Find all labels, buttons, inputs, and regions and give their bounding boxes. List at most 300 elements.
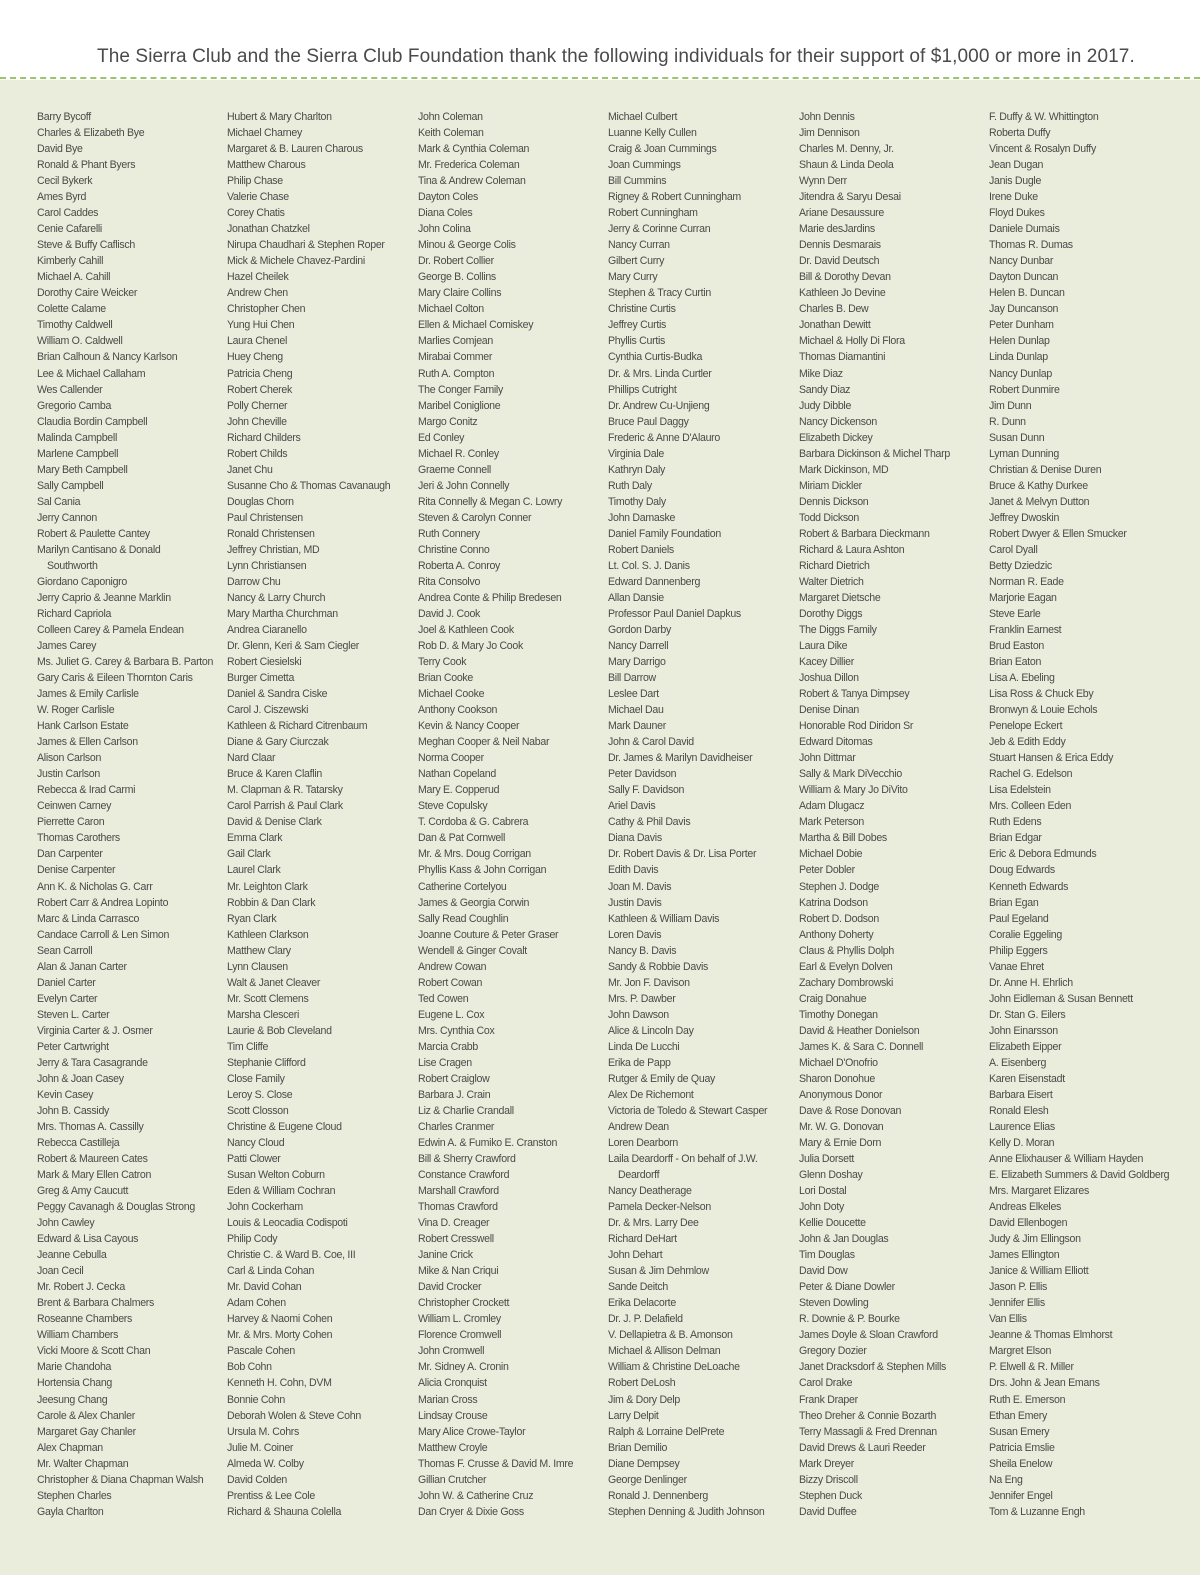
donor-name: Malinda Campbell [37, 431, 117, 444]
donor-name: Marilyn Cantisano & Donald [37, 543, 161, 556]
donor-name: Dr. David Deutsch [799, 255, 880, 268]
donor-name: Margaret Gay Chanler [37, 1425, 136, 1438]
donor-name: David Colden [227, 1473, 287, 1486]
donor-name: Sandy Diaz [799, 383, 851, 396]
donor-name: Alex Chapman [37, 1441, 103, 1454]
donor-name: Marlene Campbell [37, 447, 119, 460]
donor-name: P. Elwell & R. Miller [989, 1361, 1074, 1374]
donor-name: Brian Edgar [989, 832, 1042, 845]
donor-name: Timothy Caldwell [37, 319, 113, 332]
donor-name: Dayton Coles [418, 191, 478, 204]
donor-name: David Ellenbogen [989, 1217, 1068, 1230]
donor-name: Steve Copulsky [418, 800, 488, 813]
donor-name: Tim Douglas [799, 1249, 855, 1262]
donor-name: Norma Cooper [418, 752, 484, 765]
donor-name: Thomas Crawford [418, 1201, 498, 1214]
donor-name: Stephen Denning & Judith Johnson [608, 1505, 765, 1518]
donor-name: Norman R. Eade [989, 575, 1064, 588]
donor-name: David Bye [37, 143, 83, 156]
donor-name: Mick & Michele Chavez-Pardini [227, 255, 365, 268]
donor-name: Colette Calame [37, 303, 106, 316]
donor-name: Jeesung Chang [37, 1393, 108, 1406]
donor-name: Rachel G. Edelson [989, 768, 1073, 781]
donor-name: David Duffee [799, 1505, 857, 1518]
donor-name: Ruth Daly [608, 479, 652, 492]
donor-name: Patricia Emslie [989, 1441, 1055, 1454]
donor-name: Mrs. Colleen Eden [989, 800, 1072, 813]
donor-name: Steve Earle [989, 607, 1041, 620]
donor-name: Terry Cook [418, 656, 467, 669]
donor-column-6 [989, 109, 1175, 1520]
donor-name: Dennis Dickson [799, 495, 869, 508]
donor-name: Matthew Clary [227, 944, 291, 957]
donor-name: Phyllis Kass & John Corrigan [418, 864, 547, 877]
donor-name: Peter & Diane Dowler [799, 1281, 895, 1294]
donor-name: Andrew Dean [608, 1120, 669, 1133]
donor-name: Michael D'Onofrio [799, 1056, 878, 1069]
donor-name: Kenneth H. Cohn, DVM [227, 1377, 332, 1390]
donor-name: Kacey Dillier [799, 656, 854, 669]
donor-name: Kathleen Jo Devine [799, 287, 886, 300]
donor-name: Edward Dannenberg [608, 575, 701, 588]
donor-name: Ursula M. Cohrs [227, 1425, 300, 1438]
donor-name: Ruth Edens [989, 816, 1042, 829]
donor-name: Eden & William Cochran [227, 1185, 336, 1198]
donor-name: Floyd Dukes [989, 207, 1045, 220]
donor-name: Kathleen Clarkson [227, 928, 309, 941]
donor-name: T. Cordoba & G. Cabrera [418, 816, 529, 829]
donor-name: Jeanne Cebulla [37, 1249, 107, 1262]
donor-name: Deardorff [618, 1169, 660, 1182]
donor-name: Lynn Clausen [227, 960, 288, 973]
donor-name: Kevin & Nancy Cooper [418, 720, 520, 733]
donor-name: Mr. Robert J. Cecka [37, 1281, 125, 1294]
donor-name: Andrea Conte & Philip Bredesen [418, 591, 562, 604]
donor-name: Hazel Cheilek [227, 271, 289, 284]
donor-name: Dorothy Caire Weicker [37, 287, 138, 300]
donor-name: Frederic & Anne D'Alauro [608, 431, 721, 444]
donor-name: Louis & Leocadia Codispoti [227, 1217, 348, 1230]
donor-name: Mrs. P. Dawber [608, 992, 676, 1005]
donor-name: Nancy Curran [608, 239, 670, 252]
donor-name: Robert & Maureen Cates [37, 1153, 148, 1166]
donor-name: Michael & Allison Delman [608, 1345, 721, 1358]
donor-name: John Dittmar [799, 752, 856, 765]
donor-name: Linda De Lucchi [608, 1040, 680, 1053]
donor-name: Matthew Charous [227, 159, 306, 172]
donor-name: Ceinwen Carney [37, 800, 112, 813]
donor-name: Robert Cresswell [418, 1233, 494, 1246]
donor-name: Mark & Cynthia Coleman [418, 143, 530, 156]
donor-name: Anthony Doherty [799, 928, 874, 941]
donor-name: Mary Curry [608, 271, 658, 284]
donor-name: Richard & Laura Ashton [799, 543, 905, 556]
donor-name: Dennis Desmarais [799, 239, 881, 252]
donor-name: Daniele Dumais [989, 223, 1060, 236]
donor-name: Mark Dreyer [799, 1457, 854, 1470]
donor-name: Diane & Gary Ciurczak [227, 736, 329, 749]
donor-name: Roberta A. Conroy [418, 559, 501, 572]
donor-name: Michael Dau [608, 704, 664, 717]
donor-name: Todd Dickson [799, 511, 859, 524]
donor-name: John Damaske [608, 511, 676, 524]
donor-name: Laurel Clark [227, 864, 281, 877]
donor-name: Ames Byrd [37, 191, 87, 204]
donor-name: Mr. Jon F. Davison [608, 976, 690, 989]
donor-name: Leroy S. Close [227, 1088, 293, 1101]
donor-name: Ronald Christensen [227, 527, 315, 540]
donor-name: Mr. Walter Chapman [37, 1457, 129, 1470]
donor-name: Patricia Cheng [227, 367, 293, 380]
donor-name: Carol Dyall [989, 543, 1038, 556]
donor-name: Christian & Denise Duren [989, 463, 1102, 476]
donor-name: James & Emily Carlisle [37, 688, 139, 701]
donor-name: Keith Coleman [418, 127, 484, 140]
donor-name: Sheila Enelow [989, 1457, 1053, 1470]
donor-name: Bruce & Karen Claflin [227, 768, 322, 781]
donor-name: James K. & Sara C. Donnell [799, 1040, 924, 1053]
donor-name: Susan Emery [989, 1425, 1050, 1438]
donor-name: Maribel Coniglione [418, 399, 501, 412]
donor-name: Steve & Buffy Caflisch [37, 239, 136, 252]
donor-name: Drs. John & Jean Emans [989, 1377, 1100, 1390]
donor-name: Liz & Charlie Crandall [418, 1104, 514, 1117]
donor-name: Darrow Chu [227, 575, 281, 588]
donor-name: Stuart Hansen & Erica Eddy [989, 752, 1114, 765]
donor-name: Anonymous Donor [799, 1088, 883, 1101]
donor-name: Nancy Cloud [227, 1137, 285, 1149]
donor-name: Mark Dauner [608, 720, 666, 733]
donor-name: Craig Donahue [799, 992, 867, 1005]
donor-name: Daniel & Sandra Ciske [227, 688, 328, 701]
donor-name: William & Christine DeLoache [608, 1361, 740, 1374]
donor-name: Vina D. Creager [418, 1217, 490, 1230]
donor-name: Rita Connelly & Megan C. Lowry [418, 495, 563, 508]
donor-name: Erika de Papp [608, 1056, 671, 1069]
donor-name: Wendell & Ginger Covalt [418, 944, 527, 957]
donor-name: William & Mary Jo DiVito [799, 784, 908, 797]
donor-name: Michael R. Conley [418, 447, 499, 460]
donor-name: James Carey [37, 640, 97, 653]
donor-name: Jonathan Chatzkel [227, 223, 310, 236]
donor-name: Kellie Doucette [799, 1217, 866, 1230]
donor-name: Alex De Richemont [608, 1088, 694, 1101]
donor-name: Barbara Dickinson & Michel Tharp [799, 447, 950, 460]
donor-name: Sharon Donohue [799, 1072, 875, 1085]
donor-name: Judy & Jim Ellingson [989, 1233, 1081, 1246]
donor-name: Jim & Dory Delp [608, 1393, 681, 1406]
donor-name: Ruth Connery [418, 527, 480, 540]
donor-name: John & Jan Douglas [799, 1233, 889, 1246]
donor-name: Mirabai Commer [418, 351, 493, 364]
donor-name: Gregory Dozier [799, 1345, 867, 1358]
donor-name: Robert Daniels [608, 543, 674, 556]
donor-name: Matthew Croyle [418, 1441, 488, 1454]
donor-name: Dr. & Mrs. Linda Curtler [608, 367, 712, 380]
donor-name: Ruth E. Emerson [989, 1393, 1066, 1406]
donor-name: Alan & Janan Carter [37, 960, 127, 973]
donor-name: Mrs. Cynthia Cox [418, 1024, 495, 1037]
donor-name: Thomas Diamantini [799, 351, 886, 364]
donor-name: Luanne Kelly Cullen [608, 127, 697, 140]
donor-name: The Conger Family [418, 383, 503, 396]
donor-name: Robert Carr & Andrea Lopinto [37, 896, 169, 909]
donor-name: Rebecca & Irad Carmi [37, 784, 136, 797]
donor-name: Christine Curtis [608, 303, 676, 316]
donor-name: Nancy Dunlap [989, 367, 1052, 380]
donor-column-3 [418, 109, 604, 1520]
donor-name: Robert Childs [227, 447, 288, 460]
donor-name: Bill & Dorothy Devan [799, 271, 891, 284]
donor-name: Thomas R. Dumas [989, 239, 1073, 252]
donor-name: Denise Carpenter [37, 864, 116, 877]
donor-name: Burger Cimetta [227, 672, 295, 685]
donor-name: Mr. David Cohan [227, 1281, 302, 1294]
donor-name: Richard Childers [227, 431, 301, 444]
donor-name: Patti Clower [227, 1153, 281, 1166]
donor-name: Earl & Evelyn Dolven [799, 960, 893, 973]
donor-name: Larry Delpit [608, 1409, 659, 1422]
donor-name: Cynthia Curtis-Budka [608, 351, 703, 364]
donor-name: Daniel Carter [37, 976, 96, 989]
donor-name: Eugene L. Cox [418, 1008, 485, 1021]
donor-name: Kelly D. Moran [989, 1137, 1055, 1149]
donor-name: Polly Cherner [227, 399, 288, 412]
donor-name: Charles Cranmer [418, 1120, 495, 1133]
donor-name: Doug Edwards [989, 864, 1055, 877]
donor-name: Candace Carroll & Len Simon [37, 928, 170, 941]
donor-name: Dr. Robert Collier [418, 255, 494, 268]
donor-name: Michael & Holly Di Flora [799, 335, 905, 348]
donor-name: Justin Carlson [37, 768, 100, 781]
donor-name: Anthony Cookson [418, 704, 498, 717]
donor-name: Colleen Carey & Pamela Endean [37, 624, 184, 636]
donor-name: Daniel Family Foundation [608, 527, 721, 540]
donor-name: Philip Cody [227, 1233, 278, 1246]
donor-name: Mr. & Mrs. Morty Cohen [227, 1329, 333, 1342]
donor-name: Hank Carlson Estate [37, 720, 129, 733]
donor-name: Sandy & Robbie Davis [608, 960, 708, 973]
donor-name: Leslee Dart [608, 688, 659, 701]
donor-name: Marie Chandoha [37, 1361, 112, 1374]
donor-name: John W. & Catherine Cruz [418, 1489, 534, 1502]
donor-name: Gail Clark [227, 848, 271, 861]
donor-name: Miriam Dickler [799, 479, 862, 492]
donor-name: Janis Dugle [989, 175, 1042, 188]
donor-name: Loren Davis [608, 928, 662, 941]
donor-name: Robert & Tanya Dimpsey [799, 688, 910, 701]
donor-name: Claudia Bordin Campbell [37, 415, 148, 428]
donor-name: Jeffrey Dwoskin [989, 511, 1060, 524]
donor-name: John Colina [418, 223, 471, 236]
donor-name: Jeanne & Thomas Elmhorst [989, 1329, 1113, 1342]
donor-name: Dr. Andrew Cu-Unjieng [608, 399, 710, 412]
donor-name: Carol Parrish & Paul Clark [227, 800, 343, 813]
donor-name: Jerry Caprio & Jeanne Marklin [37, 591, 171, 604]
donor-name: Nancy B. Davis [608, 944, 677, 957]
donor-name: Phillips Cutright [608, 383, 677, 396]
donor-name: John Cheville [227, 415, 287, 428]
donor-name: Robert & Barbara Dieckmann [799, 527, 930, 540]
donor-name: Thomas Carothers [37, 832, 120, 845]
donor-name: John Doty [799, 1201, 844, 1214]
donor-name: Vanae Ehret [989, 960, 1044, 973]
donor-name: Ellen & Michael Comiskey [418, 319, 534, 332]
donor-name: Eric & Debora Edmunds [989, 848, 1097, 861]
donor-name: Jerry & Corinne Curran [608, 223, 711, 236]
donor-name: Irene Duke [989, 191, 1038, 204]
donor-name: Brent & Barbara Chalmers [37, 1297, 155, 1310]
donor-name: Charles B. Dew [799, 303, 869, 316]
donor-name: Coralie Eggeling [989, 928, 1062, 941]
donor-name: Kathleen & William Davis [608, 912, 720, 925]
donor-name: Mr. Leighton Clark [227, 880, 308, 893]
donor-name: John Cromwell [418, 1345, 485, 1358]
donor-name: A. Eisenberg [989, 1056, 1047, 1069]
donor-name: Robbin & Dan Clark [227, 896, 316, 909]
donor-name: Frank Draper [799, 1393, 858, 1406]
donor-name: Joan Cecil [37, 1265, 84, 1278]
donor-name: Diana Davis [608, 832, 662, 845]
donor-name: Julie M. Coiner [227, 1441, 294, 1454]
donor-name: Hortensia Chang [37, 1377, 112, 1390]
donor-name: Bob Cohn [227, 1361, 272, 1374]
donor-name: Gregorio Camba [37, 399, 112, 412]
donor-name: Rob D. & Mary Jo Cook [418, 640, 523, 653]
donor-name: Lisa A. Ebeling [989, 672, 1055, 685]
donor-name: Bonnie Cohn [227, 1393, 285, 1406]
donor-name: John Eidleman & Susan Bennett [989, 992, 1133, 1005]
donor-name: Brian Eaton [989, 656, 1042, 669]
donor-name: Andrea Ciaranello [227, 624, 307, 636]
donor-name: Kimberly Cahill [37, 255, 104, 268]
donor-name: Scott Closson [227, 1104, 289, 1117]
donor-name: Dr. Robert Davis & Dr. Lisa Porter [608, 848, 757, 861]
donor-name: Mary Claire Collins [418, 287, 502, 300]
donor-name: Hubert & Mary Charlton [227, 111, 332, 123]
donor-name: Mary & Ernie Dorn [799, 1137, 882, 1149]
donor-name: Mike & Nan Criqui [418, 1265, 499, 1278]
donor-name: Brian Demilio [608, 1441, 668, 1454]
donor-name: Mary Martha Churchman [227, 607, 338, 620]
donor-name: Peggy Cavanagh & Douglas Strong [37, 1201, 195, 1214]
donor-name: David J. Cook [418, 607, 481, 620]
donor-name: Ethan Emery [989, 1409, 1047, 1422]
donor-name: Corey Chatis [227, 207, 285, 220]
donor-name: Peter Dunham [989, 319, 1054, 332]
donor-name: Michael Cooke [418, 688, 485, 701]
donor-name: Mr. Sidney A. Cronin [418, 1361, 509, 1374]
donor-name: Walter Dietrich [799, 575, 864, 588]
donor-name: Michael Charney [227, 127, 302, 140]
donor-name: Lise Cragen [418, 1056, 472, 1069]
donor-name: Timothy Daly [608, 495, 666, 508]
donor-name: Penelope Eckert [989, 720, 1063, 733]
donor-name: Constance Crawford [418, 1169, 510, 1182]
donor-name: James & Georgia Corwin [418, 896, 530, 909]
donor-name: Ronald Elesh [989, 1104, 1049, 1117]
donor-name: John Cockerham [227, 1201, 303, 1214]
donor-name: Nancy Darrell [608, 640, 669, 653]
donor-name: Lindsay Crouse [418, 1409, 488, 1422]
donor-name: Jeri & John Connelly [418, 479, 510, 492]
donor-name: Florence Cromwell [418, 1329, 502, 1342]
donor-name: Diane Dempsey [608, 1457, 680, 1470]
donor-name: Julia Dorsett [799, 1153, 854, 1166]
donor-name: Edwin A. & Fumiko E. Cranston [418, 1137, 558, 1149]
donor-name: Tim Cliffe [227, 1040, 269, 1053]
donor-name: The Diggs Family [799, 624, 877, 636]
donor-name: Marjorie Eagan [989, 591, 1057, 604]
donor-name: Ruth A. Compton [418, 367, 495, 380]
donor-name: Jeffrey Christian, MD [227, 543, 320, 556]
donor-name: Douglas Chorn [227, 495, 294, 508]
donor-name: Allan Dansie [608, 591, 664, 604]
donor-name: Nard Claar [227, 752, 276, 765]
donor-name: Adam Dlugacz [799, 800, 865, 813]
donor-name: Dr. James & Marilyn Davidheiser [608, 752, 753, 765]
donor-name: Philip Chase [227, 175, 283, 188]
donor-name: David & Heather Donielson [799, 1024, 920, 1037]
donor-name: Anne Elixhauser & William Hayden [989, 1153, 1144, 1166]
donor-name: Brud Easton [989, 640, 1045, 653]
donor-name: Ariane Desaussure [799, 207, 884, 220]
donor-name: Ronald & Phant Byers [37, 159, 136, 172]
donor-name: Robert Dunmire [989, 383, 1060, 396]
donor-name: Susanne Cho & Thomas Cavanaugh [227, 479, 391, 492]
donor-name: Denise Dinan [799, 704, 859, 717]
donor-name: Roseanne Chambers [37, 1313, 133, 1326]
donor-name: Marian Cross [418, 1393, 478, 1406]
donor-name: Mark Dickinson, MD [799, 463, 889, 476]
donor-name: Marshall Crawford [418, 1185, 499, 1198]
donor-name: Bizzy Driscoll [799, 1473, 858, 1486]
donor-name: Bill Cummins [608, 175, 667, 188]
donor-name: James Ellington [989, 1249, 1060, 1262]
donor-name: Mary Beth Campbell [37, 463, 128, 476]
donor-name: Brian Cooke [418, 672, 473, 685]
donor-name: Joanne Couture & Peter Graser [418, 928, 559, 941]
donor-name: Michael Colton [418, 303, 484, 316]
donor-name: Nancy Dunbar [989, 255, 1054, 268]
donor-name: Mary Alice Crowe-Taylor [418, 1425, 526, 1438]
donor-name: Robert D. Dodson [799, 912, 879, 925]
donor-name: Lee & Michael Callaham [37, 367, 146, 380]
donor-name: Elizabeth Dickey [799, 431, 873, 444]
donor-name: Dan Carpenter [37, 848, 103, 861]
donor-name: Janice & William Elliott [989, 1265, 1089, 1278]
donor-name: Ariel Davis [608, 800, 656, 813]
donor-name: Cenie Cafarelli [37, 223, 102, 236]
donor-name: Stephanie Clifford [227, 1056, 306, 1069]
donor-column-1 [37, 109, 223, 1520]
donor-name: Charles & Elizabeth Bye [37, 127, 145, 140]
donor-name: Pierrette Caron [37, 816, 105, 829]
donor-name: Sally F. Davidson [608, 784, 685, 797]
donor-name: James Doyle & Sloan Crawford [799, 1329, 938, 1342]
donor-name: Christopher Crockett [418, 1297, 510, 1310]
donor-name: Gilbert Curry [608, 255, 665, 268]
donor-name: Dave & Rose Donovan [799, 1104, 902, 1117]
donor-name: Sally Read Coughlin [418, 912, 509, 925]
donor-name: Mr. Frederica Coleman [418, 159, 520, 172]
donor-name: Edith Davis [608, 864, 659, 877]
donor-name: Richard & Shauna Colella [227, 1505, 342, 1518]
donor-name: Janet Dracksdorf & Stephen Mills [799, 1361, 947, 1374]
donor-name: Catherine Cortelyou [418, 880, 507, 893]
donor-name: Claus & Phyllis Dolph [799, 944, 894, 957]
donor-name: Carol Caddes [37, 207, 99, 220]
